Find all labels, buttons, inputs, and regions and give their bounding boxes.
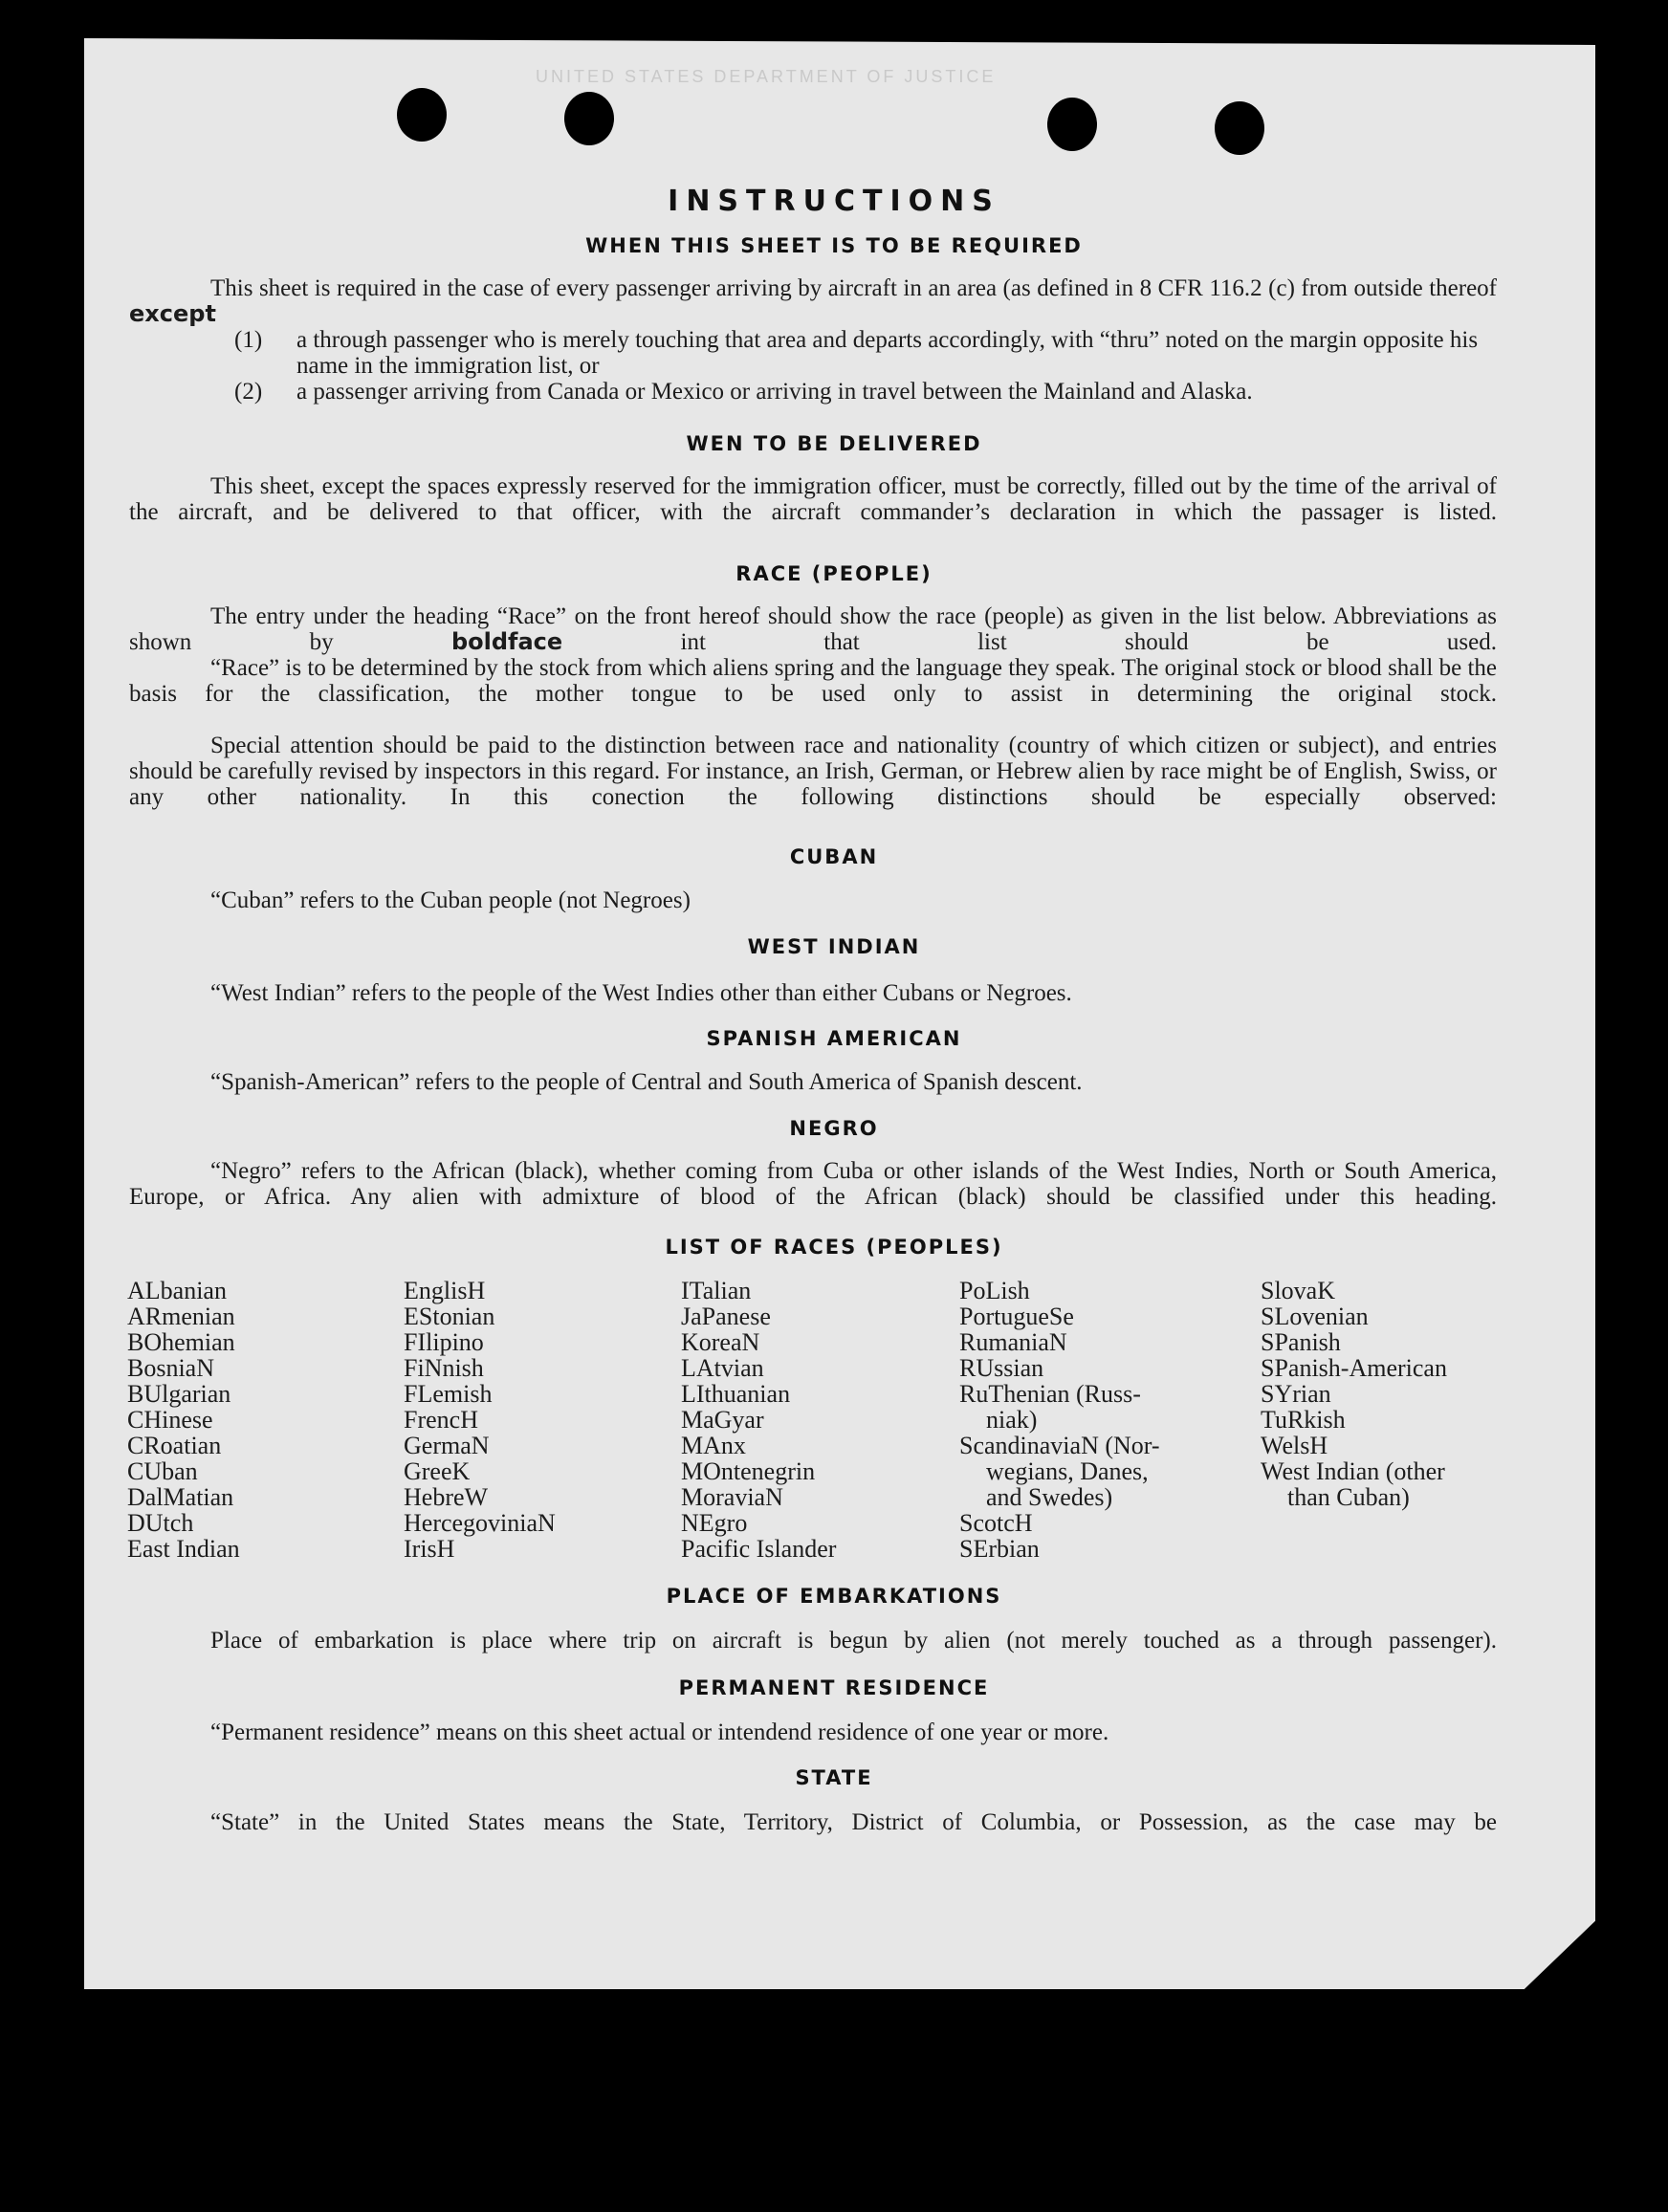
race-item: SlovaK — [1261, 1277, 1335, 1304]
race-item: SPanish — [1261, 1328, 1341, 1356]
state-text: “State” in the United States means the State, Territory, District of Columbia, or Possession, as the case may be — [210, 1809, 1497, 1835]
race-item: WelsH — [1261, 1432, 1328, 1459]
punch-hole — [564, 92, 614, 145]
embarkation-text: Place of embarkation is place where trip on aircraft is begun by alien (not merely touched as a through passenger). — [210, 1628, 1497, 1654]
heading-when-delivered: WEN TO BE DELIVERED — [686, 432, 982, 455]
race-item: ScandinaviaN (Nor- — [959, 1432, 1160, 1459]
heading-race: RACE (PEOPLE) — [735, 562, 933, 585]
race-item: MOntenegrin — [681, 1457, 816, 1485]
heading-cuban: CUBAN — [789, 845, 879, 868]
race-paragraph-1: The entry under the heading “Race” on the front hereof should show the race (people) as given in the list below. Abbreviations as shown by boldface int that list should be used. — [129, 603, 1498, 655]
required-intro: This sheet is required in the case of every passenger arriving by aircraft in an area (as defined in 8 CFR 116.2 (c) from outside thereof except — [129, 275, 1497, 327]
race-item: FiNnish — [404, 1354, 484, 1382]
race-item: ALbanian — [127, 1277, 227, 1304]
race-item: West Indian (other — [1261, 1457, 1445, 1485]
heading-place-of-embarkation: PLACE OF EMBARKATIONS — [666, 1585, 1002, 1608]
race-item: MoraviaN — [681, 1483, 783, 1511]
race-item: BOhemian — [127, 1328, 235, 1356]
race-item: CHinese — [127, 1406, 213, 1434]
races-column-5 — [1261, 1278, 1447, 1510]
race-item: SPanish-American — [1261, 1354, 1447, 1382]
race-item: ScotcH — [959, 1509, 1033, 1537]
page-title: INSTRUCTIONS — [668, 185, 1000, 218]
race-item: IrisH — [404, 1535, 455, 1563]
race-item: CRoatian — [127, 1432, 222, 1459]
race-item-continued: and Swedes) — [986, 1483, 1113, 1511]
race-item: SLovenian — [1261, 1303, 1369, 1330]
punch-hole — [1047, 98, 1097, 151]
race-item: BUlgarian — [127, 1380, 231, 1408]
cuban-text: “Cuban” refers to the Cuban people (not Negroes) — [210, 887, 691, 913]
races-column-1 — [127, 1278, 240, 1562]
residence-text: “Permanent residence” means on this sheet actual or intendend residence of one year or more. — [210, 1719, 1109, 1745]
race-item: HebreW — [404, 1483, 489, 1511]
race-item: East Indian — [127, 1535, 240, 1563]
west-indian-text: “West Indian” refers to the people of the West Indies other than either Cubans or Negroes. — [210, 980, 1072, 1006]
punch-hole — [397, 88, 447, 142]
race-item: FIlipino — [404, 1328, 484, 1356]
delivered-text: This sheet, except the spaces expressly reserved for the immigration officer, must be correctly, filled out by the time of the arrival of the aircraft, and be delivered to that officer, with the aircraft commander’s declaration in which the passager is listed. — [129, 473, 1497, 525]
race-item: RuThenian (Russ- — [959, 1380, 1141, 1408]
race-item-continued: niak) — [986, 1406, 1038, 1434]
race-item: MAnx — [681, 1432, 746, 1459]
race-item: NEgro — [681, 1509, 748, 1537]
race-item: BosniaN — [127, 1354, 214, 1382]
punch-hole — [1215, 101, 1264, 155]
race-item: FrencH — [404, 1406, 478, 1434]
race-paragraph-3: Special attention should be paid to the distinction between race and nationality (country of which citizen or subject), and entries should be carefully revised by inspectors in this regard. For instance, an Irish, German, or Hebrew alien by race might be of English, Swiss, or any other nationality. In this conection the following distinctions should be especially observed: — [129, 733, 1497, 810]
spanish-american-text: “Spanish-American” refers to the people of Central and South America of Spanish descent. — [210, 1069, 1083, 1095]
race-item: ARmenian — [127, 1303, 235, 1330]
race-item: LAtvian — [681, 1354, 764, 1382]
race-item: PortugueSe — [959, 1303, 1074, 1330]
heading-spanish-american: SPANISH AMERICAN — [706, 1027, 962, 1050]
race-item: TuRkish — [1261, 1406, 1346, 1434]
race-item: JaPanese — [681, 1303, 771, 1330]
race-item: ITalian — [681, 1277, 752, 1304]
heading-list-of-races: LIST OF RACES (PEOPLES) — [665, 1236, 1003, 1259]
heading-state: STATE — [795, 1766, 873, 1789]
races-column-3 — [681, 1278, 836, 1562]
race-item: LIthuanian — [681, 1380, 791, 1408]
race-item-continued: than Cuban) — [1287, 1483, 1410, 1511]
race-item: EStonian — [404, 1303, 495, 1330]
bleed-through-header: UNITED STATES DEPARTMENT OF JUSTICE — [536, 67, 997, 86]
race-item: SErbian — [959, 1535, 1040, 1563]
exception-item-2: (2) a passenger arriving from Canada or Mexico or arriving in travel between the Mainland and Alaska. — [234, 379, 1253, 405]
race-item: HercegoviniaN — [404, 1509, 556, 1537]
race-paragraph-2: “Race” is to be determined by the stock from which aliens spring and the language they speak. The original stock or blood shall be the basis for the classification, the mother tongue to be used only to assist in determining the original stock. — [129, 655, 1497, 707]
heading-negro: NEGRO — [789, 1117, 879, 1140]
race-item: DUtch — [127, 1509, 194, 1537]
race-item: CUban — [127, 1457, 198, 1485]
race-item-continued: wegians, Danes, — [986, 1457, 1149, 1485]
race-item: RUssian — [959, 1354, 1044, 1382]
race-item: EnglisH — [404, 1277, 486, 1304]
race-item: FLemish — [404, 1380, 493, 1408]
race-item: KoreaN — [681, 1328, 760, 1356]
races-column-2 — [404, 1278, 556, 1562]
race-item: Pacific Islander — [681, 1535, 837, 1563]
negro-text: “Negro” refers to the African (black), whether coming from Cuba or other islands of the West Indies, North or South America, Europe, or Africa. Any alien with admixture of blood of the African (black) should be classified under this heading. — [129, 1158, 1497, 1210]
race-item: PoLish — [959, 1277, 1030, 1304]
race-item: GermaN — [404, 1432, 490, 1459]
race-item: RumaniaN — [959, 1328, 1067, 1356]
heading-west-indian: WEST INDIAN — [747, 935, 921, 958]
race-item: MaGyar — [681, 1406, 764, 1434]
races-column-4 — [959, 1278, 1160, 1562]
race-item: GreeK — [404, 1457, 471, 1485]
heading-when-required: WHEN THIS SHEET IS TO BE REQUIRED — [585, 234, 1083, 257]
exception-item-1: (1) a through passenger who is merely touching that area and departs accordingly, with “thru” noted on the margin opposite his name in the immigration list, or — [234, 327, 1479, 379]
race-item: SYrian — [1261, 1380, 1331, 1408]
race-item: DalMatian — [127, 1483, 234, 1511]
heading-permanent-residence: PERMANENT RESIDENCE — [678, 1676, 990, 1699]
